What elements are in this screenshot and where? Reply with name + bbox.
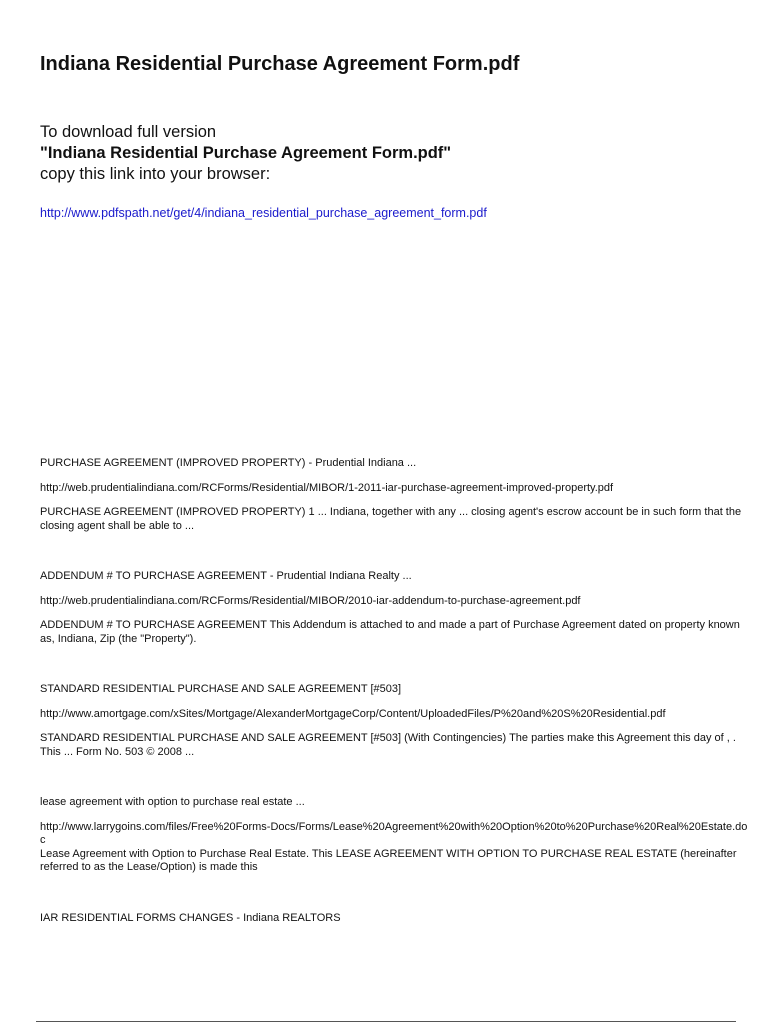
result-item xyxy=(40,683,752,759)
result-url[interactable]: http://web.prudentialindiana.com/RCForms/Residential/MIBOR/2010-iar-addendum-to-purchase-agreement.pdf xyxy=(40,594,581,607)
result-item xyxy=(40,796,752,875)
download-instructions xyxy=(40,122,451,185)
result-url[interactable]: http://www.amortgage.com/xSites/Mortgage/AlexanderMortgageCorp/Content/UploadedFiles/P%20and%20S%20Residential.pdf xyxy=(40,707,666,720)
download-link[interactable]: http://www.pdfspath.net/get/4/indiana_residential_purchase_agreement_form.pdf xyxy=(40,206,487,220)
download-file-name: "Indiana Residential Purchase Agreement Form.pdf" xyxy=(40,144,452,162)
result-url[interactable]: http://web.prudentialindiana.com/RCForms/Residential/MIBOR/1-2011-iar-purchase-agreement-improved-property.pdf xyxy=(40,481,614,494)
result-snippet: Lease Agreement with Option to Purchase Real Estate. This LEASE AGREEMENT WITH OPTION TO PURCHASE REAL ESTATE (hereinafter referred to as the Lease/Option) is made this xyxy=(40,847,737,873)
footer-divider xyxy=(36,1021,736,1022)
result-heading: STANDARD RESIDENTIAL PURCHASE AND SALE AGREEMENT [#503] xyxy=(40,683,402,695)
result-heading: PURCHASE AGREEMENT (IMPROVED PROPERTY) - Prudential Indiana ... xyxy=(40,457,417,469)
result-item xyxy=(40,912,752,926)
document-title: Indiana Residential Purchase Agreement Form.pdf xyxy=(40,53,520,75)
result-snippet: STANDARD RESIDENTIAL PURCHASE AND SALE AGREEMENT [#503] (With Contingencies) The parties make this Agreement this day of , . This ... Form No. 503 © 2008 ... xyxy=(40,732,736,758)
result-heading: ADDENDUM # TO PURCHASE AGREEMENT - Prudential Indiana Realty ... xyxy=(40,570,412,582)
download-copy-instruction: copy this link into your browser: xyxy=(40,165,271,183)
result-url[interactable]: http://www.larrygoins.com/files/Free%20Forms-Docs/Forms/Lease%20Agreement%20with%20Option%20to%20Purchase%20Real%20Estate.doc xyxy=(40,820,748,846)
result-item xyxy=(40,457,752,533)
result-snippet: PURCHASE AGREEMENT (IMPROVED PROPERTY) 1 ... Indiana, together with any ... closing agent's escrow account be in such form that the closing agent shall be able to ... xyxy=(40,506,742,532)
result-snippet: ADDENDUM # TO PURCHASE AGREEMENT This Addendum is attached to and made a part of Purchase Agreement dated on property known as, Indiana, Zip (the "Property"). xyxy=(40,619,740,645)
download-line: To download full version xyxy=(40,123,217,141)
result-heading: lease agreement with option to purchase real estate ... xyxy=(40,796,305,808)
result-heading: IAR RESIDENTIAL FORMS CHANGES - Indiana REALTORS xyxy=(40,911,341,924)
search-results xyxy=(40,457,752,962)
result-item xyxy=(40,570,752,646)
